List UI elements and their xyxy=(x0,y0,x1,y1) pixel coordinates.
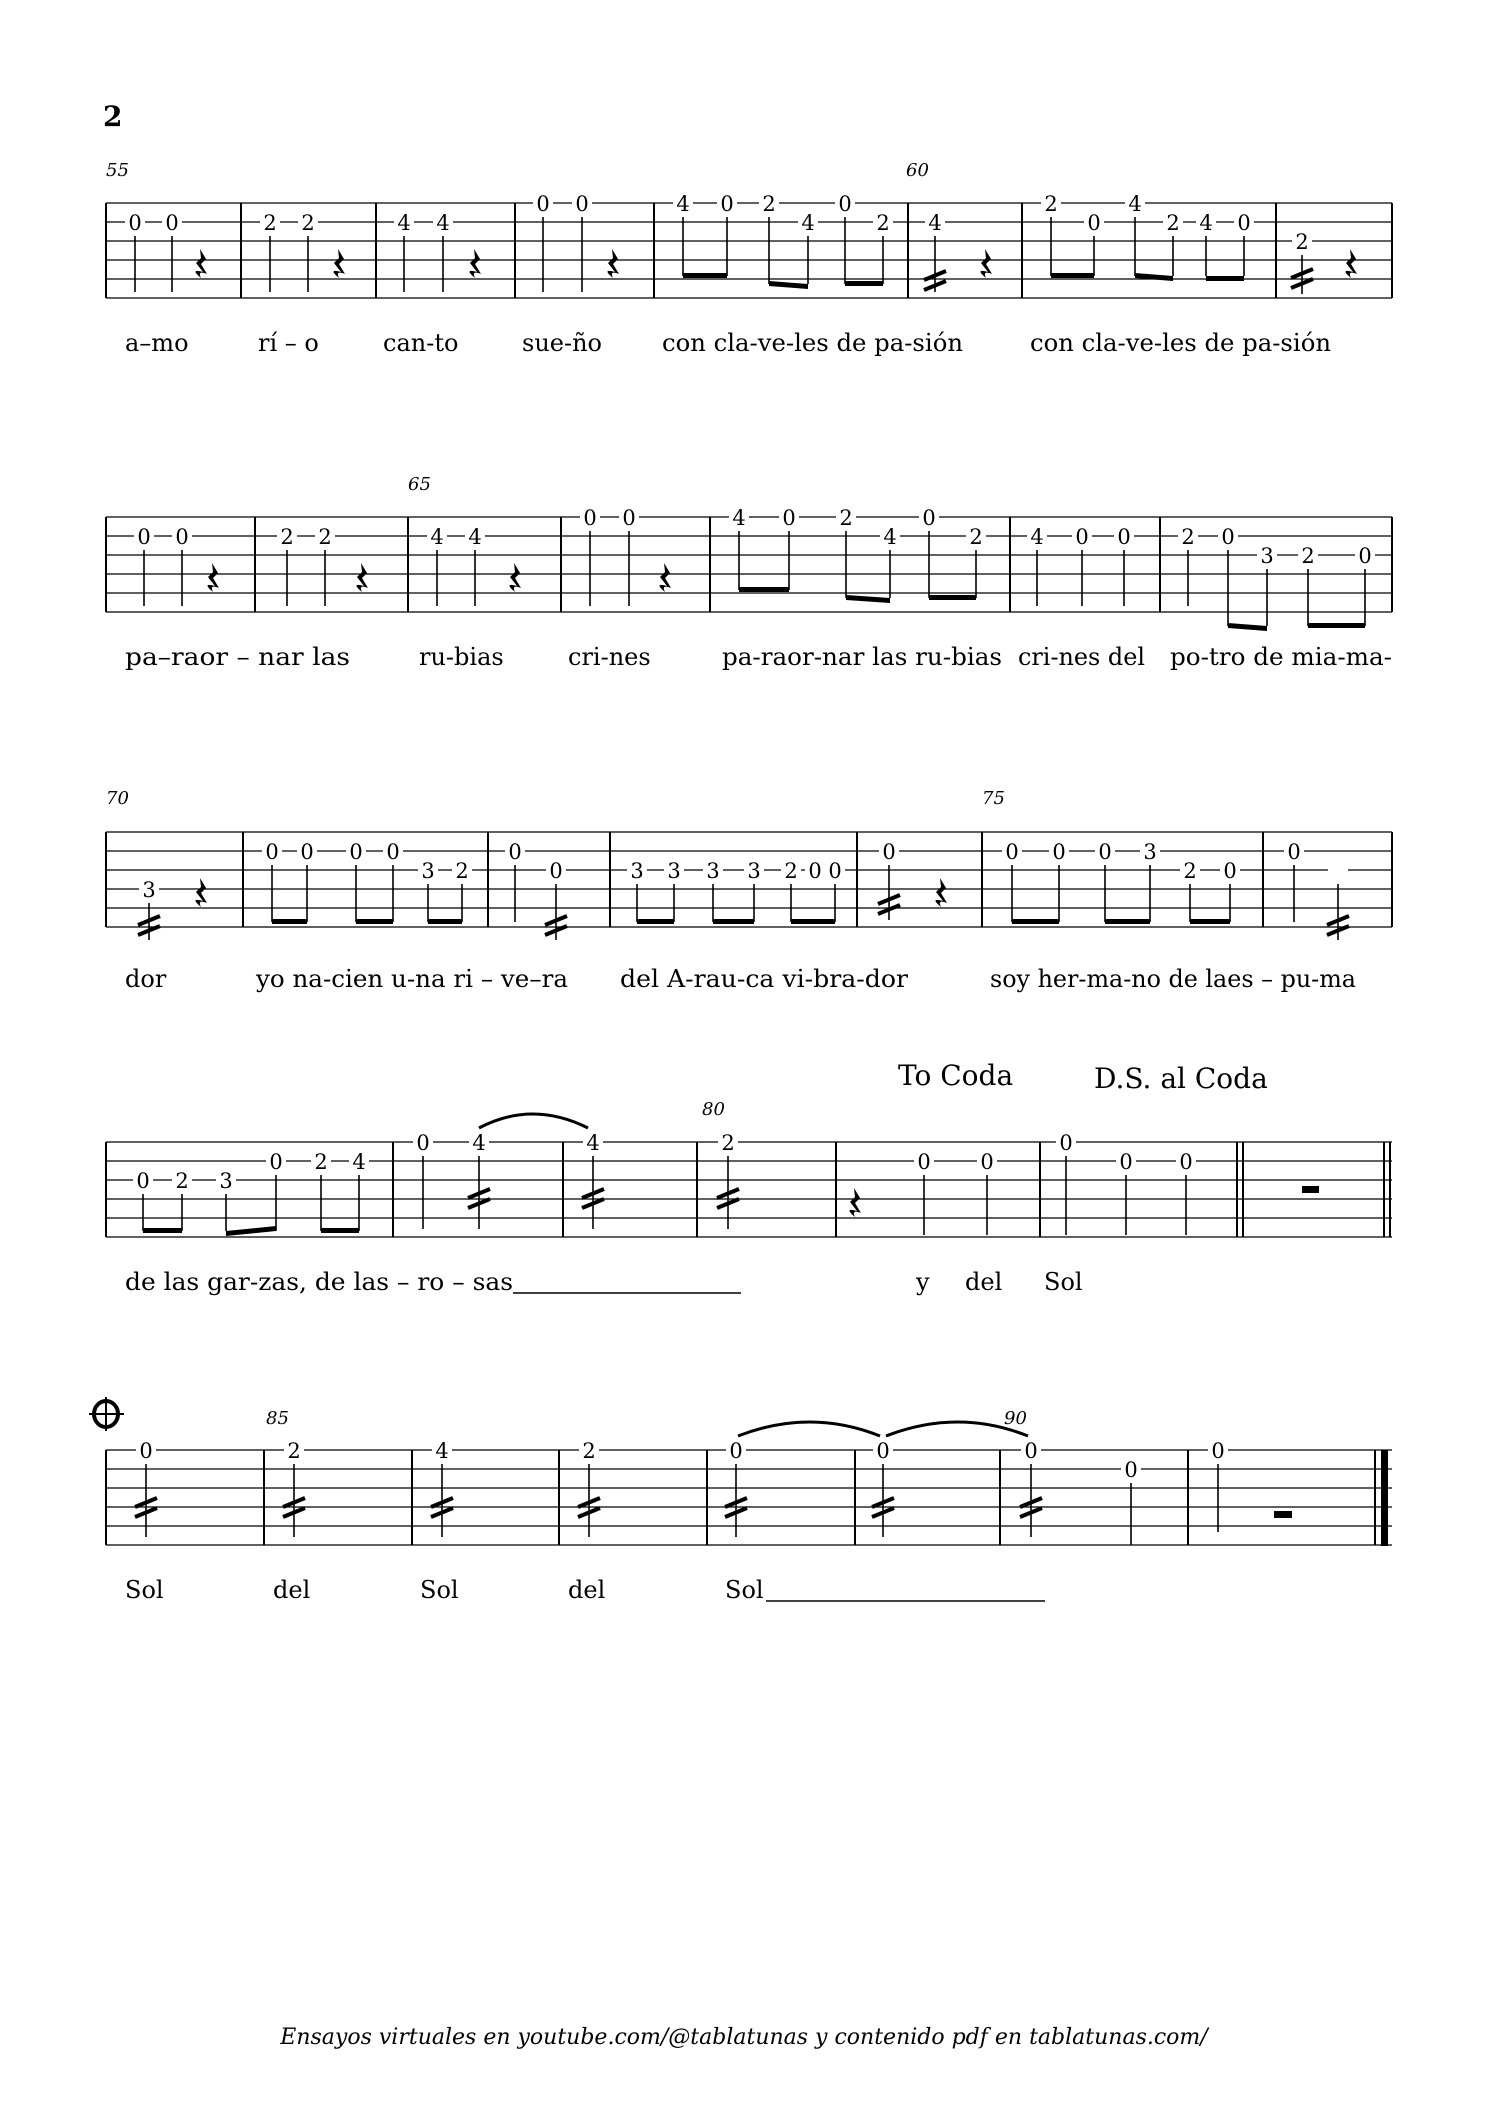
fret-number: 3 xyxy=(630,859,644,883)
fret-number: 2 xyxy=(582,1439,596,1463)
lyric-syllable: del xyxy=(568,1576,606,1604)
measure-number: 65 xyxy=(408,474,431,495)
fret-number: 4 xyxy=(586,1131,600,1155)
fret-number: 2 xyxy=(1181,525,1195,549)
fret-number: 0 xyxy=(265,840,279,864)
fret-number: 0 xyxy=(1223,859,1237,883)
lyric-syllable: de las gar-zas, de las – ro – sas xyxy=(125,1268,513,1296)
coda-icon xyxy=(89,1397,124,1431)
to-coda-mark: To Coda xyxy=(898,1059,1014,1092)
fret-number: 4 xyxy=(928,211,942,235)
lyric-syllable: yo na-cien u-na ri – ve–ra xyxy=(254,965,568,993)
fret-number: 0 xyxy=(1124,1458,1138,1482)
half-rest xyxy=(1302,1186,1319,1193)
note-stems xyxy=(143,1156,1186,1235)
fret-number: 2 xyxy=(1183,859,1197,883)
fret-number: 0 xyxy=(575,192,589,216)
lyric-syllable: del xyxy=(965,1268,1003,1296)
lyric-syllable: rí – o xyxy=(258,329,319,357)
fret-number: 2 xyxy=(301,211,315,235)
footer-note: Ensayos virtuales en youtube.com/@tablatunas y contenido pdf en tablatunas.com/ xyxy=(280,2025,1208,2050)
fret-number: 0 xyxy=(838,192,852,216)
fret-numbers xyxy=(133,1131,1196,1193)
fret-number: 0 xyxy=(922,506,936,530)
fret-number: 3 xyxy=(421,859,435,883)
fret-number: 0 xyxy=(980,1150,994,1174)
fret-number: 0 xyxy=(1075,525,1089,549)
lyric-syllable: pa–raor – nar las xyxy=(125,643,350,671)
fret-numbers xyxy=(134,506,1375,568)
lyrics xyxy=(125,1268,1083,1296)
quarter-rests xyxy=(207,563,671,592)
fret-number: 0 xyxy=(349,840,363,864)
fret-number: 0 xyxy=(136,1169,150,1193)
fret-number: 0 xyxy=(1221,525,1235,549)
ties xyxy=(738,1422,1028,1436)
fret-number: 4 xyxy=(352,1150,366,1174)
fret-number: 0 xyxy=(1237,211,1251,235)
lyric-syllable: Sol xyxy=(125,1576,164,1604)
staff-lines xyxy=(106,517,1392,612)
lyric-syllable: pa-raor-nar las ru-bias xyxy=(722,643,1002,671)
fret-number: 3 xyxy=(142,878,156,902)
barlines xyxy=(106,1142,1390,1237)
fret-number: 0 xyxy=(1087,211,1101,235)
fret-number: 2 xyxy=(762,192,776,216)
fret-number: 0 xyxy=(882,840,896,864)
measure-number: 70 xyxy=(106,788,129,809)
page-number: 2 xyxy=(103,100,123,133)
fret-number: 2 xyxy=(314,1150,328,1174)
fret-number: 0 xyxy=(1117,525,1131,549)
lyric-syllable: con cla-ve-les de pa-sión xyxy=(1030,329,1331,357)
measure-number: 75 xyxy=(982,788,1005,809)
fret-number: 0 xyxy=(1119,1150,1133,1174)
lyric-syllable: a–mo xyxy=(125,329,189,357)
beams xyxy=(272,919,1230,924)
fret-number: 0 xyxy=(622,506,636,530)
fret-number: 2 xyxy=(455,859,469,883)
measure-number: 60 xyxy=(906,160,929,181)
ties xyxy=(479,1114,588,1128)
lyric-syllable: con cla-ve-les de pa-sión xyxy=(662,329,963,357)
lyrics xyxy=(125,1576,764,1604)
fret-number: 2 xyxy=(1044,192,1058,216)
fret-number: 4 xyxy=(732,506,746,530)
fret-number: 2 xyxy=(1301,544,1315,568)
measure-number: 55 xyxy=(106,160,129,181)
beams xyxy=(143,1226,359,1236)
system-2 xyxy=(106,474,1392,671)
quarter-rests xyxy=(195,249,1357,278)
fret-number: 2 xyxy=(784,859,798,883)
lyric-syllable: del xyxy=(273,1576,311,1604)
lyric-syllable: po-tro de mia-ma- xyxy=(1170,643,1392,671)
fret-number: 0 xyxy=(1211,1439,1225,1463)
fret-number: 2 xyxy=(263,211,277,235)
note-stems xyxy=(146,1464,1218,1545)
fret-number: 0 xyxy=(876,1439,890,1463)
measure-number: 80 xyxy=(702,1099,725,1120)
fret-numbers xyxy=(139,840,1348,902)
fret-number: 4 xyxy=(801,211,815,235)
lyric-syllable: cri-nes del xyxy=(1018,643,1145,671)
quarter-rests xyxy=(849,1188,861,1217)
fret-number: 0 xyxy=(300,840,314,864)
lyric-syllable: soy her-ma-no de laes – pu-ma xyxy=(990,965,1356,993)
lyric-syllable: del A-rau-ca vi-bra-dor xyxy=(620,965,909,993)
fret-number: 0 xyxy=(549,859,563,883)
fret-number: 0 xyxy=(720,192,734,216)
fret-number: 4 xyxy=(468,525,482,549)
note-stems xyxy=(149,865,1338,940)
fret-number: 3 xyxy=(667,859,681,883)
fret-number: 0 xyxy=(1005,840,1019,864)
lyric-syllable: ru-bias xyxy=(419,643,504,671)
fret-number: 2 xyxy=(287,1439,301,1463)
lyric-syllable: dor xyxy=(125,965,167,993)
fret-number: 0 xyxy=(1287,840,1301,864)
fret-number: 0 xyxy=(583,506,597,530)
fret-number: 4 xyxy=(430,525,444,549)
staff-lines xyxy=(106,1450,1392,1545)
fret-number: 2 xyxy=(1166,211,1180,235)
fret-number: 2 xyxy=(175,1169,189,1193)
fret-number: 3 xyxy=(747,859,761,883)
fret-number: 0 xyxy=(1024,1439,1038,1463)
fret-number: 0 xyxy=(386,840,400,864)
fret-number: 2 xyxy=(876,211,890,235)
fret-number: 3 xyxy=(1260,544,1274,568)
fret-number: 4 xyxy=(436,211,450,235)
fret-number: 2 xyxy=(318,525,332,549)
fret-number: 2 xyxy=(969,525,983,549)
fret-number: 0 xyxy=(729,1439,743,1463)
fret-number: 0 xyxy=(139,1439,153,1463)
fret-number: 0 xyxy=(782,506,796,530)
lyrics xyxy=(125,643,1392,671)
fret-number: 2 xyxy=(280,525,294,549)
fret-number: 2 xyxy=(839,506,853,530)
lyric-syllable: Sol xyxy=(420,1576,459,1604)
final-barline xyxy=(1381,1450,1388,1546)
fret-number: 3 xyxy=(706,859,720,883)
system-3 xyxy=(106,788,1392,993)
fret-number: 4 xyxy=(676,192,690,216)
fret-number: 0 xyxy=(1179,1150,1193,1174)
system-4 xyxy=(106,1059,1392,1296)
fret-number: 4 xyxy=(435,1439,449,1463)
lyric-syllable: y xyxy=(916,1268,930,1296)
system-5 xyxy=(89,1397,1392,1604)
fret-number: 2 xyxy=(1295,230,1309,254)
fret-numbers xyxy=(125,192,1312,254)
fret-number: 0 xyxy=(137,525,151,549)
lyric-syllable: sue-ño xyxy=(522,329,602,357)
lyrics xyxy=(125,329,1331,357)
fret-numbers xyxy=(136,1439,1228,1482)
fret-number: 4 xyxy=(1128,192,1142,216)
fret-number: 4 xyxy=(472,1131,486,1155)
fret-number: 2 xyxy=(721,1131,735,1155)
fret-number: 0 xyxy=(1098,840,1112,864)
beams xyxy=(683,273,1244,289)
fret-number: 3 xyxy=(1143,840,1157,864)
measure-number: 85 xyxy=(266,1408,289,1429)
fret-number: 4 xyxy=(1030,525,1044,549)
fret-number: 3 xyxy=(219,1169,233,1193)
barlines xyxy=(106,517,1392,612)
lyric-syllable: cri-nes xyxy=(568,643,651,671)
fret-number: 0 xyxy=(269,1150,283,1174)
fret-number: 0 xyxy=(416,1131,430,1155)
fret-number: 0 xyxy=(808,859,822,883)
lyric-syllable: Sol xyxy=(725,1576,764,1604)
staff-lines xyxy=(106,1142,1392,1237)
fret-number: 0 xyxy=(828,859,842,883)
fret-number: 0 xyxy=(508,840,522,864)
fret-number: 0 xyxy=(165,211,179,235)
half-rest xyxy=(1274,1511,1292,1518)
lyric-syllable: Sol xyxy=(1044,1268,1083,1296)
fret-number: 0 xyxy=(917,1150,931,1174)
tremolo-slashes xyxy=(138,895,1349,935)
fret-number: 4 xyxy=(883,525,897,549)
ds-al-coda-mark: D.S. al Coda xyxy=(1094,1062,1268,1095)
fret-number: 4 xyxy=(1199,211,1213,235)
fret-number: 0 xyxy=(1059,1131,1073,1155)
measure-number: 90 xyxy=(1004,1408,1027,1429)
system-1 xyxy=(106,160,1392,357)
fret-number: 0 xyxy=(128,211,142,235)
lyric-syllable: can-to xyxy=(383,329,459,357)
lyrics xyxy=(125,965,1356,993)
fret-number: 4 xyxy=(397,211,411,235)
fret-number: 0 xyxy=(536,192,550,216)
barlines xyxy=(106,1450,1375,1545)
fret-number: 0 xyxy=(175,525,189,549)
fret-number: 0 xyxy=(1052,840,1066,864)
fret-number: 0 xyxy=(1358,544,1372,568)
